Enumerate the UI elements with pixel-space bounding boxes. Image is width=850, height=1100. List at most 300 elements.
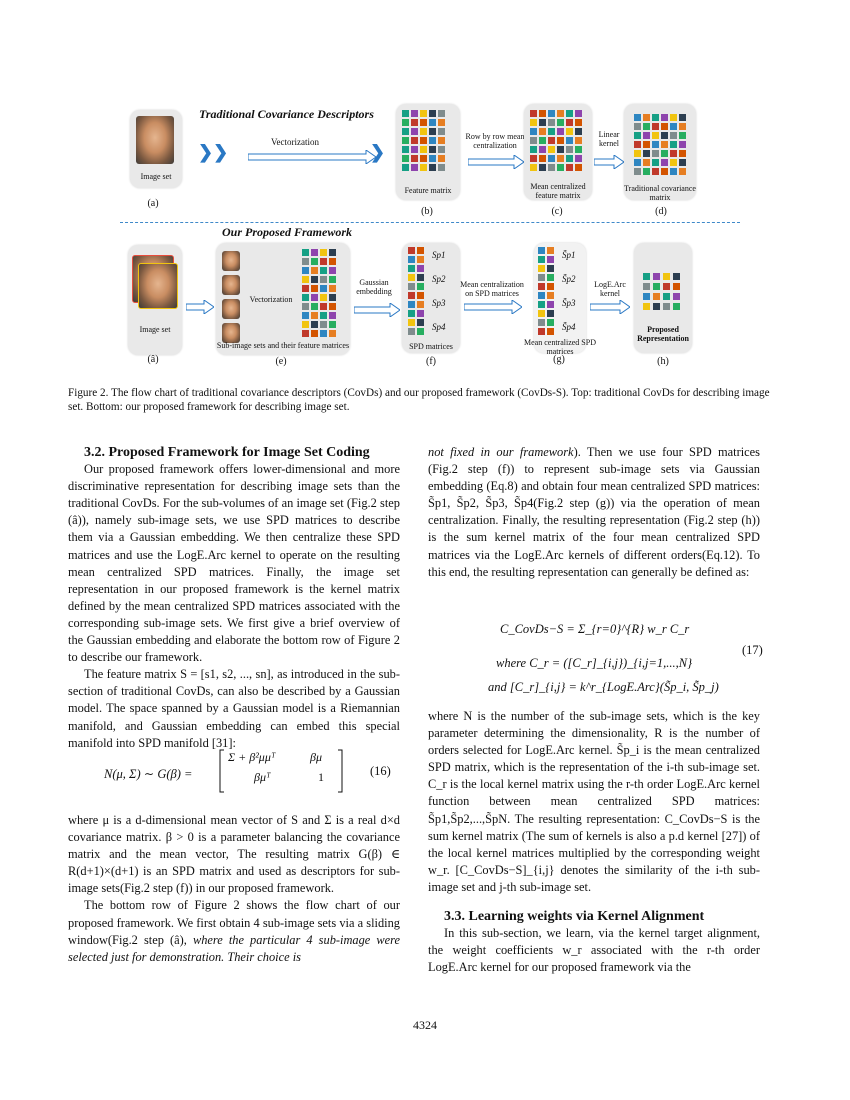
matrix-cell	[320, 330, 327, 337]
matrix-cell	[673, 303, 680, 310]
matrix-cell	[329, 285, 336, 292]
matrix-cell	[438, 137, 445, 144]
matrix-cell	[547, 310, 554, 317]
matrix-cell	[538, 310, 545, 317]
matrix-cell	[575, 164, 582, 171]
matrix-cell	[538, 247, 545, 254]
matrix-cell	[679, 132, 686, 139]
r-p1-italic: not fixed in our framework	[428, 445, 574, 459]
label-traditional-cov: Traditional covariance matrix	[624, 184, 696, 202]
matrix-cell	[402, 119, 409, 126]
matrix-cell	[643, 132, 650, 139]
label-proposed: Proposed Representation	[637, 325, 689, 343]
matrix-cell	[311, 321, 318, 328]
matrix-cell	[643, 123, 650, 130]
matrix-cell	[417, 274, 424, 281]
matrix-cell	[557, 137, 564, 144]
sp3-label: Sp3	[432, 298, 446, 308]
matrix-cell	[538, 283, 545, 290]
matrix-cell	[548, 110, 555, 117]
matrix-cell	[547, 328, 554, 335]
sp1-tilde-label: S̃p1	[562, 250, 576, 260]
sub-image-4	[222, 323, 240, 343]
matrix-cell	[329, 303, 336, 310]
matrix-cell	[538, 274, 545, 281]
matrix-cell	[538, 256, 545, 263]
matrix-cell	[673, 293, 680, 300]
panel-proposed	[634, 243, 692, 353]
matrix-cell	[402, 110, 409, 117]
matrix-cell	[539, 119, 546, 126]
right-column	[428, 444, 760, 581]
matrix-cell	[417, 310, 424, 317]
proposed-grid	[643, 273, 683, 313]
matrix-cell	[547, 247, 554, 254]
panel-spd-matrices	[402, 243, 460, 353]
sp2-label: Sp2	[432, 274, 446, 284]
p4-italic: where the particular 4 sub-image were selected just for demonstration. Their choice is	[68, 932, 400, 964]
eq17-line-1: C_CovDs−S = Σ_{r=0}^{R} w_r C_r	[500, 622, 690, 636]
matrix-cell	[417, 283, 424, 290]
matrix-cell	[653, 293, 660, 300]
step-b: (b)	[421, 206, 433, 217]
matrix-cell	[429, 128, 436, 135]
matrix-cell	[663, 273, 670, 280]
matrix-cell	[302, 330, 309, 337]
bottom-row-title: Our Proposed Framework	[222, 225, 353, 239]
matrix-cell	[420, 110, 427, 117]
spd-grid	[408, 247, 430, 339]
matrix-cell	[557, 110, 564, 117]
matrix-cell	[643, 159, 650, 166]
figure-2	[120, 100, 740, 370]
matrix-cell	[643, 168, 650, 175]
eq16-lhs: N(μ, Σ) ∼ G(β) =	[104, 767, 193, 781]
matrix-cell	[329, 249, 336, 256]
matrix-cell	[679, 141, 686, 148]
label-linear-kernel: Linear kernel	[598, 130, 620, 148]
matrix-cell	[652, 159, 659, 166]
right-paragraph-2: where N is the number of the sub-image sets, which is the key parameter determining the dimensionality, R is the number of orders selected for LogE.Arc kernel. S̃p_i is the mean centralized SPD matrix, which is the representation of the i-th sub-image set. C_r is the local kernel matrix using the r-th order LogE.Arc kernel function between mean centralized SPD matrices: S̃p1,S̃p2,...,S̃pN. The resulting representation: C_CovDs−S is the sum kernel matrix (The sum of kernels is also a p.d kernel [27]) of the local kernel matrices multiplied by the corresponding weight w_r. [C_CovDs−S]_{i,j} denotes the similarity of the i-th sub-image set and j-th sub-image set.	[428, 709, 760, 894]
label-mean-centralized-spd: Mean centralized SPD matrices	[524, 338, 596, 356]
matrix-cell	[420, 128, 427, 135]
matrix-cell	[661, 159, 668, 166]
matrix-cell	[634, 159, 641, 166]
matrix-cell	[408, 292, 415, 299]
matrix-cell	[429, 146, 436, 153]
matrix-cell	[329, 312, 336, 319]
page-number: 4324	[413, 1018, 437, 1032]
matrix-cell	[329, 294, 336, 301]
matrix-cell	[538, 301, 545, 308]
eq16-m12: βμ	[310, 750, 322, 764]
matrix-cell	[548, 137, 555, 144]
matrix-cell	[634, 123, 641, 130]
matrix-cell	[408, 265, 415, 272]
matrix-cell	[530, 146, 537, 153]
matrix-cell	[411, 137, 418, 144]
matrix-cell	[320, 312, 327, 319]
matrix-cell	[302, 267, 309, 274]
sp1-label: Sp1	[432, 250, 446, 260]
left-column-lower	[68, 812, 400, 966]
matrix-cell	[438, 110, 445, 117]
matrix-cell	[652, 114, 659, 121]
matrix-cell	[320, 303, 327, 310]
face-image-stack-2	[138, 263, 178, 309]
matrix-cell	[539, 110, 546, 117]
sub-image-1	[222, 251, 240, 271]
matrix-cell	[679, 159, 686, 166]
arrow-right-icon-c	[594, 155, 624, 169]
matrix-cell	[547, 283, 554, 290]
left-paragraph-2: The feature matrix S = [s1, s2, ..., sn], as introduced in the sub-section of traditional CovDs, can also be described by a Gaussian model. The space spanned by a Gaussian model is a Riemannian manifold, and Gaussian embedding can embed this special manifold into SPD manifold [31]:	[68, 667, 400, 750]
matrix-cell	[566, 146, 573, 153]
matrix-cell	[329, 330, 336, 337]
matrix-cell	[302, 276, 309, 283]
label-row-by-row: Row by row mean centralization	[465, 132, 525, 150]
matrix-cell	[575, 155, 582, 162]
sp4-tilde-label: S̃p4	[562, 322, 576, 332]
matrix-cell	[411, 146, 418, 153]
matrix-cell	[652, 132, 659, 139]
matrix-cell	[557, 164, 564, 171]
chevron-right-icon-2: ❯	[370, 142, 386, 162]
matrix-cell	[408, 310, 415, 317]
matrix-cell	[539, 128, 546, 135]
matrix-cell	[661, 114, 668, 121]
step-c: (c)	[551, 206, 563, 217]
sub-image-3	[222, 299, 240, 319]
step-g: (g)	[553, 354, 565, 365]
matrix-cell	[320, 276, 327, 283]
matrix-cell	[311, 249, 318, 256]
matrix-cell	[408, 328, 415, 335]
matrix-cell	[429, 164, 436, 171]
matrix-cell	[670, 123, 677, 130]
matrix-cell	[539, 137, 546, 144]
face-image	[136, 116, 174, 164]
matrix-cell	[670, 132, 677, 139]
sub-feature-grid	[302, 249, 346, 343]
matrix-cell	[417, 319, 424, 326]
matrix-cell	[329, 258, 336, 265]
matrix-cell	[530, 164, 537, 171]
matrix-cell	[311, 267, 318, 274]
matrix-cell	[420, 119, 427, 126]
left-paragraph-3: where μ is a d-dimensional mean vector of S and Σ is a real d×d covariance matrix. β > 0 is a parameter balancing the covariance matrix and the mean vector, The resulting matrix G(β) ∈ R(d+1)×(d+1) is an SPD matrix and used as descriptors for sub-image sets(Fig.2 step (f)) in our proposed framework.	[68, 813, 400, 896]
panel-image-set-top	[130, 110, 182, 188]
matrix-cell	[643, 141, 650, 148]
feature-matrix-grid	[402, 110, 454, 176]
matrix-cell	[539, 164, 546, 171]
sp4-label: Sp4	[432, 322, 446, 332]
matrix-cell	[402, 137, 409, 144]
label-vectorization: Vectorization	[271, 137, 319, 147]
eq17-line-3: and [C_r]_{i,j} = k^r_{LogE.Arc}(S̃p_i, S̃p_j)	[488, 680, 719, 694]
matrix-cell	[417, 292, 424, 299]
matrix-cell	[302, 321, 309, 328]
matrix-cell	[411, 110, 418, 117]
label-vectorization-bottom: Vectorization	[249, 295, 293, 304]
matrix-cell	[302, 249, 309, 256]
step-d: (d)	[655, 206, 667, 217]
eq16-number: (16)	[370, 764, 391, 778]
matrix-cell	[329, 267, 336, 274]
matrix-cell	[643, 293, 650, 300]
matrix-cell	[402, 128, 409, 135]
matrix-cell	[420, 164, 427, 171]
matrix-cell	[420, 137, 427, 144]
eq16-m11: Σ + β²μμᵀ	[228, 750, 276, 764]
matrix-cell	[302, 285, 309, 292]
right-paragraph-3: In this sub-section, we learn, via the kernel target alignment, the weight coefficients w_r associated with the r-th order LogE.Arc kernel for our proposed framework via the	[428, 926, 760, 975]
sp2-tilde-label: S̃p2	[562, 274, 576, 284]
matrix-cell	[634, 141, 641, 148]
chevron-right-icon: ❯❯	[198, 142, 229, 162]
matrix-cell	[329, 276, 336, 283]
matrix-cell	[652, 141, 659, 148]
sub-image-2	[222, 275, 240, 295]
matrix-cell	[663, 303, 670, 310]
matrix-cell	[429, 137, 436, 144]
matrix-cell	[566, 137, 573, 144]
right-paragraph-1	[428, 444, 760, 581]
matrix-cell	[670, 159, 677, 166]
matrix-cell	[530, 155, 537, 162]
panel-feature-matrix	[396, 104, 460, 200]
step-f: (f)	[426, 356, 436, 367]
matrix-cell	[417, 256, 424, 263]
panel-image-set-bottom	[128, 245, 182, 355]
left-paragraph-1: Our proposed framework offers lower-dimensional and more discriminative representation for describing image sets than the traditional CovDs. For the sub-volumes of an image set (Fig.2 step (â)), namely sub-image sets, we use SPD matrices to describe them via a Gaussian embedding. We then centralize these SPD matrices and use the LogE.Arc kernel to operate on the resulting mean centralized SPD matrices. Finally, the image set representation in our proposed framework is the kernel matrix defined by the mean centralized SPD matrices associated with the corresponding sub-image sets. We first give a brief overview of the Gaussian embedding and elaborate the bottom row of Figure 2 to describe our framework.	[68, 462, 400, 665]
matrix-cell	[679, 168, 686, 175]
matrix-cell	[311, 312, 318, 319]
label-sub-image-sets: Sub-image sets and their feature matrices	[216, 341, 350, 350]
matrix-cell	[673, 273, 680, 280]
matrix-cell	[530, 128, 537, 135]
matrix-cell	[302, 312, 309, 319]
matrix-cell	[670, 168, 677, 175]
right-column-lower	[428, 708, 760, 976]
matrix-cell	[417, 247, 424, 254]
matrix-cell	[438, 146, 445, 153]
matrix-cell	[438, 164, 445, 171]
label-mean-spd: Mean centralization on SPD matrices	[460, 280, 524, 298]
step-h: (h)	[657, 356, 669, 367]
mean-centralized-grid	[530, 110, 586, 176]
matrix-cell	[548, 164, 555, 171]
matrix-cell	[408, 247, 415, 254]
matrix-cell	[634, 132, 641, 139]
matrix-cell	[679, 123, 686, 130]
matrix-cell	[538, 328, 545, 335]
matrix-cell	[411, 128, 418, 135]
matrix-cell	[438, 155, 445, 162]
matrix-cell	[420, 155, 427, 162]
matrix-cell	[652, 168, 659, 175]
matrix-cell	[429, 119, 436, 126]
matrix-cell	[557, 155, 564, 162]
matrix-cell	[429, 155, 436, 162]
matrix-cell	[575, 146, 582, 153]
matrix-cell	[557, 128, 564, 135]
sp3-tilde-label: S̃p3	[562, 298, 576, 308]
label-feature-matrix: Feature matrix	[404, 186, 452, 195]
eq16-m21: βμᵀ	[254, 770, 271, 784]
arrow-right-icon	[248, 150, 378, 164]
matrix-cell	[530, 110, 537, 117]
matrix-cell	[673, 283, 680, 290]
matrix-cell	[539, 155, 546, 162]
mean-spd-grid	[538, 247, 560, 339]
traditional-cov-grid	[634, 114, 690, 178]
arrow-right-icon-b	[468, 155, 524, 169]
section-3-3-heading: 3.3. Learning weights via Kernel Alignment	[444, 909, 705, 925]
matrix-cell	[643, 114, 650, 121]
matrix-cell	[575, 128, 582, 135]
matrix-cell	[557, 146, 564, 153]
matrix-cell	[679, 150, 686, 157]
matrix-cell	[566, 110, 573, 117]
matrix-cell	[548, 128, 555, 135]
matrix-cell	[661, 141, 668, 148]
matrix-cell	[643, 150, 650, 157]
matrix-cell	[411, 155, 418, 162]
eq17-line-2: where C_r = ([C_r]_{i,j})_{i,j=1,...,N}	[496, 656, 693, 670]
matrix-cell	[538, 319, 545, 326]
left-column	[68, 444, 400, 752]
arrow-right-icon-e	[354, 303, 400, 317]
matrix-cell	[408, 301, 415, 308]
label-image-set: Image set	[140, 172, 172, 181]
label-logearc: LogE.Arc kernel	[594, 280, 626, 298]
matrix-cell	[575, 137, 582, 144]
matrix-cell	[320, 285, 327, 292]
section-3-2-heading: 3.2. Proposed Framework for Image Set Coding	[84, 445, 370, 460]
matrix-cell	[547, 274, 554, 281]
matrix-cell	[548, 155, 555, 162]
matrix-cell	[320, 321, 327, 328]
matrix-cell	[548, 119, 555, 126]
matrix-cell	[634, 168, 641, 175]
matrix-cell	[661, 123, 668, 130]
matrix-cell	[538, 292, 545, 299]
matrix-cell	[538, 265, 545, 272]
matrix-cell	[402, 146, 409, 153]
matrix-cell	[438, 128, 445, 135]
top-row-title: Traditional Covariance Descriptors	[199, 107, 374, 121]
matrix-cell	[653, 273, 660, 280]
matrix-cell	[661, 150, 668, 157]
panel-mean-centralized	[524, 104, 592, 200]
matrix-cell	[302, 258, 309, 265]
matrix-cell	[411, 164, 418, 171]
matrix-cell	[575, 119, 582, 126]
matrix-cell	[548, 146, 555, 153]
figure-caption: Figure 2. The flow chart of traditional covariance descriptors (CovDs) and our proposed framework (CovDs-S). Top: traditional CovDs for describing image set. Bottom: our proposed framework for describing image set.	[68, 387, 770, 414]
arrow-right-icon-d	[186, 300, 214, 314]
matrix-cell	[411, 119, 418, 126]
matrix-cell	[408, 256, 415, 263]
matrix-cell	[408, 319, 415, 326]
step-a-hat: (â)	[147, 354, 159, 365]
matrix-cell	[653, 283, 660, 290]
matrix-cell	[417, 328, 424, 335]
matrix-cell	[643, 303, 650, 310]
matrix-cell	[547, 319, 554, 326]
matrix-cell	[539, 146, 546, 153]
matrix-cell	[663, 283, 670, 290]
matrix-cell	[566, 119, 573, 126]
matrix-cell	[311, 276, 318, 283]
step-e: (e)	[275, 356, 287, 367]
arrow-right-icon-g	[590, 300, 630, 314]
matrix-cell	[408, 274, 415, 281]
p4-start: The bottom row of Figure 2 shows the flow chart of our proposed framework. We first obtain 4 sub-image sets via a sliding window(Fig.2 step (â),	[68, 898, 400, 947]
matrix-cell	[652, 150, 659, 157]
matrix-cell	[417, 265, 424, 272]
r-p1-text: ). Then we use four SPD matrices (Fig.2 step (f)) to represent sub-image sets via Gaussian embedding (Eq.8) and obtain four mean centralized SPD matrices: S̃p1, S̃p2, S̃p3, S̃p4(Fig.2 step (g)) via the operation of mean centralization. Finally, the resulting representation (Fig.2 step (h)) is the sum kernel matrix of the four mean centralized SPD matrices via the LogE.Arc kernels of different orders(Eq.12). To this end, the resulting representation can generally be defined as:	[428, 445, 760, 579]
eq16-m22: 1	[318, 770, 324, 784]
matrix-cell	[661, 132, 668, 139]
matrix-cell	[575, 110, 582, 117]
matrix-cell	[311, 303, 318, 310]
matrix-cell	[420, 146, 427, 153]
matrix-cell	[530, 137, 537, 144]
matrix-cell	[311, 258, 318, 265]
label-mean-centralized: Mean centralized feature matrix	[530, 182, 586, 200]
matrix-cell	[566, 155, 573, 162]
panel-sub-image-sets	[216, 243, 350, 355]
matrix-cell	[320, 294, 327, 301]
matrix-cell	[311, 330, 318, 337]
matrix-cell	[643, 273, 650, 280]
matrix-cell	[663, 293, 670, 300]
matrix-cell	[402, 164, 409, 171]
matrix-cell	[402, 155, 409, 162]
matrix-cell	[566, 128, 573, 135]
matrix-cell	[643, 283, 650, 290]
matrix-cell	[408, 283, 415, 290]
matrix-cell	[652, 123, 659, 130]
matrix-cell	[302, 294, 309, 301]
matrix-cell	[566, 164, 573, 171]
matrix-cell	[547, 256, 554, 263]
matrix-cell	[547, 301, 554, 308]
arrow-right-icon-f	[464, 300, 522, 314]
panel-mean-centralized-spd	[534, 243, 586, 353]
matrix-cell	[438, 119, 445, 126]
matrix-cell	[547, 292, 554, 299]
label-image-set-bottom: Image set	[139, 325, 171, 334]
matrix-cell	[429, 110, 436, 117]
matrix-cell	[329, 321, 336, 328]
left-paragraph-4	[68, 897, 400, 965]
row-separator	[120, 222, 740, 223]
matrix-cell	[557, 119, 564, 126]
matrix-cell	[661, 168, 668, 175]
label-spd-matrices: SPD matrices	[409, 342, 453, 351]
eq17-number: (17)	[742, 643, 763, 657]
matrix-cell	[679, 114, 686, 121]
label-gaussian: Gaussian embedding	[356, 278, 392, 296]
matrix-cell	[670, 141, 677, 148]
matrix-cell	[417, 301, 424, 308]
matrix-cell	[320, 258, 327, 265]
matrix-cell	[320, 267, 327, 274]
matrix-cell	[634, 150, 641, 157]
